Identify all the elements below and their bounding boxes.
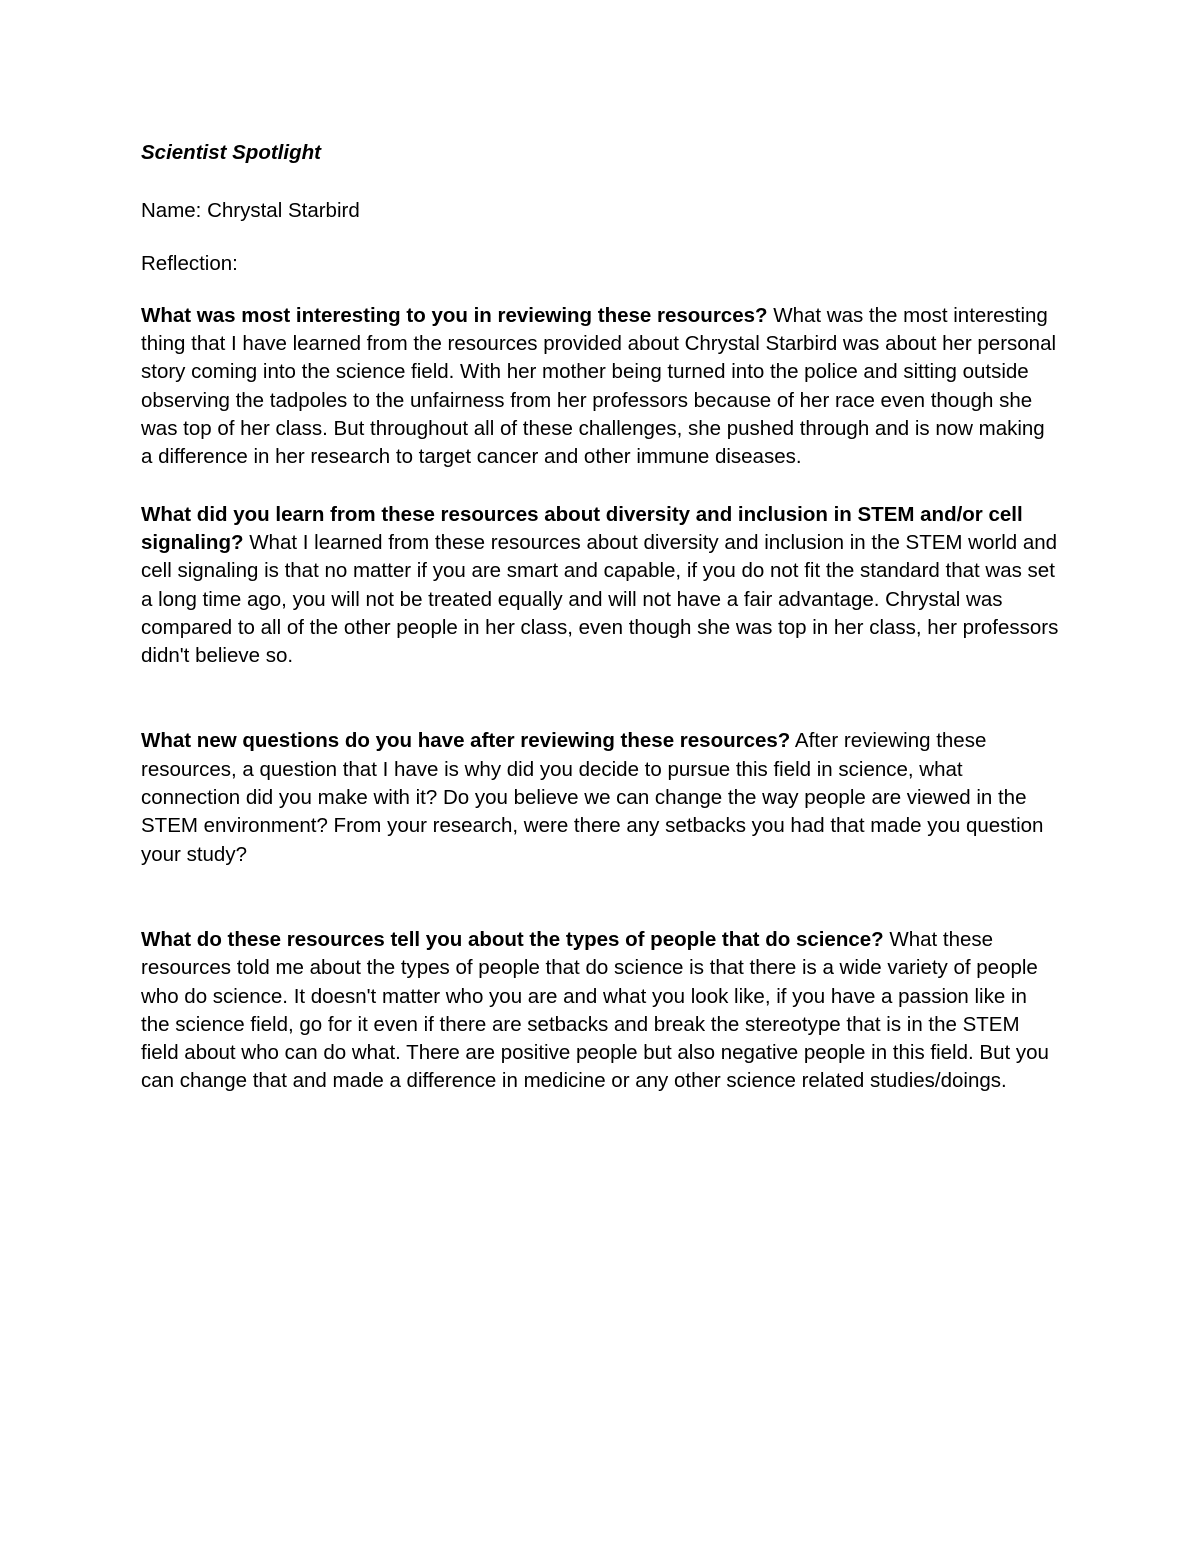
name-line: Name: Chrystal Starbird — [141, 199, 360, 223]
reflection-section-3 — [141, 727, 1061, 868]
answer-4: What these resources told me about the types of people that do science is that there is a wide variety of people who do science. It doesn't matter who you are and what you look like, if you have a passion like in the science field, go for it even if there are setbacks and break the stereotype that is in the STEM field about who can do what. There are positive people but also negative people in this field. But you can change that and made a difference in medicine or any other science related studies/doings. — [141, 927, 1049, 1093]
document-title: Scientist Spotlight — [141, 141, 321, 164]
reflection-section-2 — [141, 501, 1061, 671]
question-4: What do these resources tell you about the types of people that do science? — [141, 927, 884, 951]
question-3: What new questions do you have after reviewing these resources? — [141, 729, 791, 753]
reflection-section-1 — [141, 302, 1061, 472]
answer-3: After reviewing these resources, a question that I have is why did you decide to pursue this field in science, what connection did you make with it? Do you believe we can change the way people are viewed in the STEM environment? From your research, were there any setbacks you had that made you question your study? — [141, 729, 1044, 866]
document-page — [141, 139, 1061, 1096]
answer-2: What I learned from these resources about diversity and inclusion in the STEM world and cell signaling is that no matter if you are smart and capable, if you do not fit the standard that was set a long time ago, you will not be treated equally and will not have a fair advantage. Chrystal was compared to all of the other people in her class, even though she was top in her class, her professors didn't believe so. — [141, 530, 1059, 668]
answer-1: What was the most interesting thing that I have learned from the resources provided about Chrystal Starbird was about her personal story coming into the science field. With her mother being turned into the police and sitting outside observing the tadpoles to the unfairness from her professors because of her race even though she was top of her class. But throughout all of these challenges, she pushed through and is now making a difference in her research to target cancer and other immune diseases. — [141, 303, 1057, 469]
reflection-label: Reflection: — [141, 251, 238, 275]
reflection-section-4 — [141, 926, 1061, 1096]
question-1: What was most interesting to you in reviewing these resources? — [141, 303, 768, 327]
question-2: What did you learn from these resources about diversity and inclusion in STEM and/or cell signaling? — [141, 502, 1023, 554]
